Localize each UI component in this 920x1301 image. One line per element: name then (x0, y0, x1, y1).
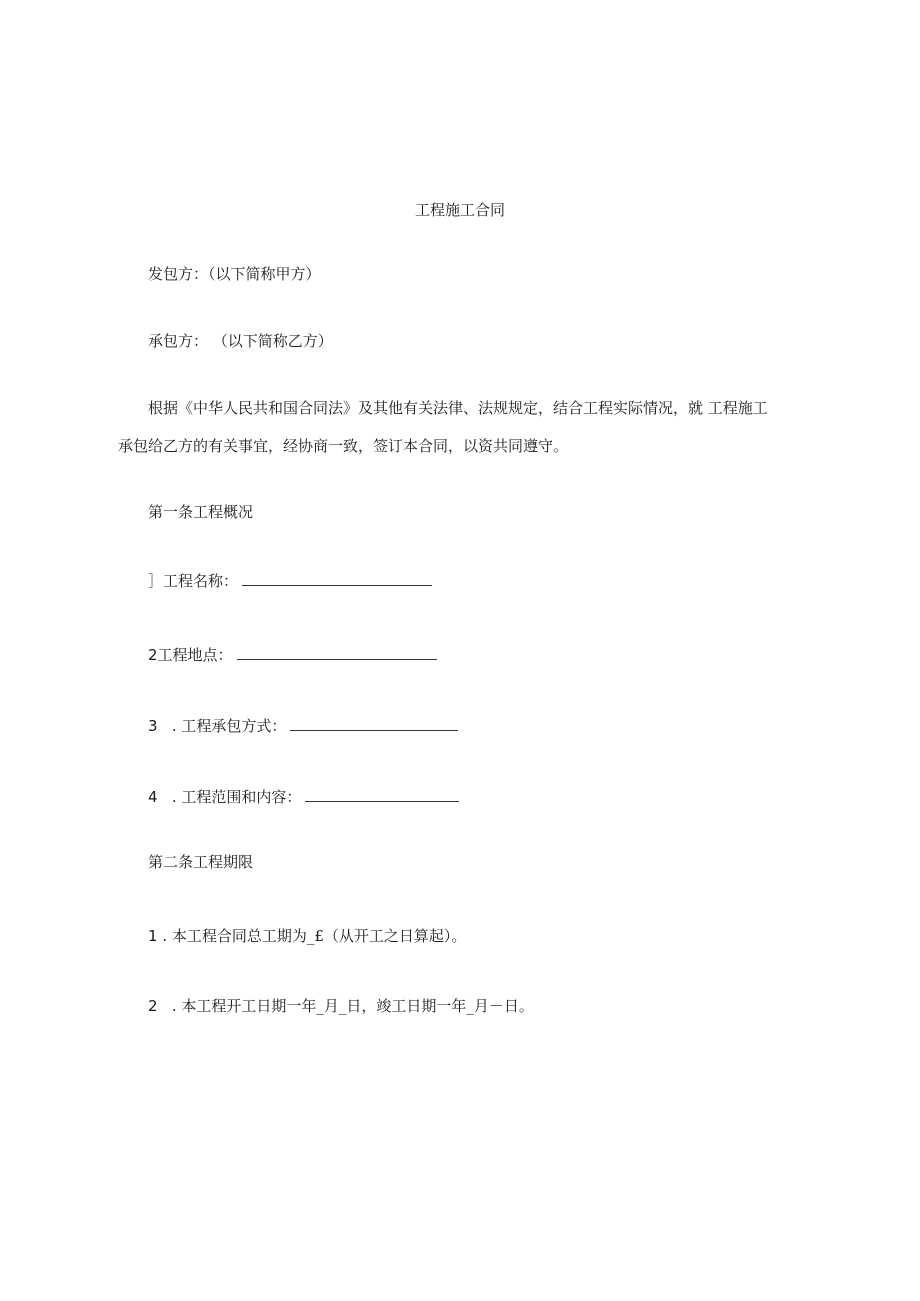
article-1-item-1 (148, 571, 432, 591)
article-2-heading: 第二条工程期限 (148, 853, 254, 871)
article-1-item-4 (148, 787, 459, 807)
party-b-line: 承包方： （以下简称乙方） (148, 332, 333, 350)
item-number: 2 (148, 997, 158, 1015)
item-number: 1 (148, 927, 158, 945)
item-number: 3 (148, 717, 158, 735)
item-text: . 本工程合同总工期为_£（从开工之日算起）。 (162, 927, 467, 945)
article-2-item-1 (148, 926, 466, 946)
item-label: 工程地点： (157, 646, 233, 664)
item-label: . 工程范围和内容： (171, 788, 302, 806)
preamble-line-2: 承包给乙方的有关事宜，经协商一致，签订本合同，以资共同遵守。 (118, 437, 569, 455)
party-a-line: 发包方：（以下简称甲方） (148, 265, 321, 283)
preamble-line-1: 根据《中华人民共和国合同法》及其他有关法律、法规规定，结合工程实际情况，就 工程施工 (148, 399, 768, 417)
article-1-item-3 (148, 716, 458, 736)
fill-in-blank[interactable] (242, 571, 432, 586)
fill-in-blank[interactable] (305, 787, 459, 802)
fill-in-blank[interactable] (290, 716, 458, 731)
item-label: . 工程承包方式： (171, 717, 287, 735)
item-number: 4 (148, 788, 158, 806)
document-title: 工程施工合同 (414, 201, 505, 219)
article-1-item-2 (148, 645, 437, 665)
item-number: ］ (148, 572, 164, 590)
fill-in-blank[interactable] (237, 645, 437, 660)
article-2-item-2 (148, 996, 534, 1016)
item-text: . 本工程开工日期一年_月_日，竣工日期一年_月－日。 (171, 997, 534, 1015)
item-label: 工程名称： (163, 572, 239, 590)
article-1-heading: 第一条工程概况 (148, 503, 254, 521)
item-number: 2 (148, 646, 158, 664)
